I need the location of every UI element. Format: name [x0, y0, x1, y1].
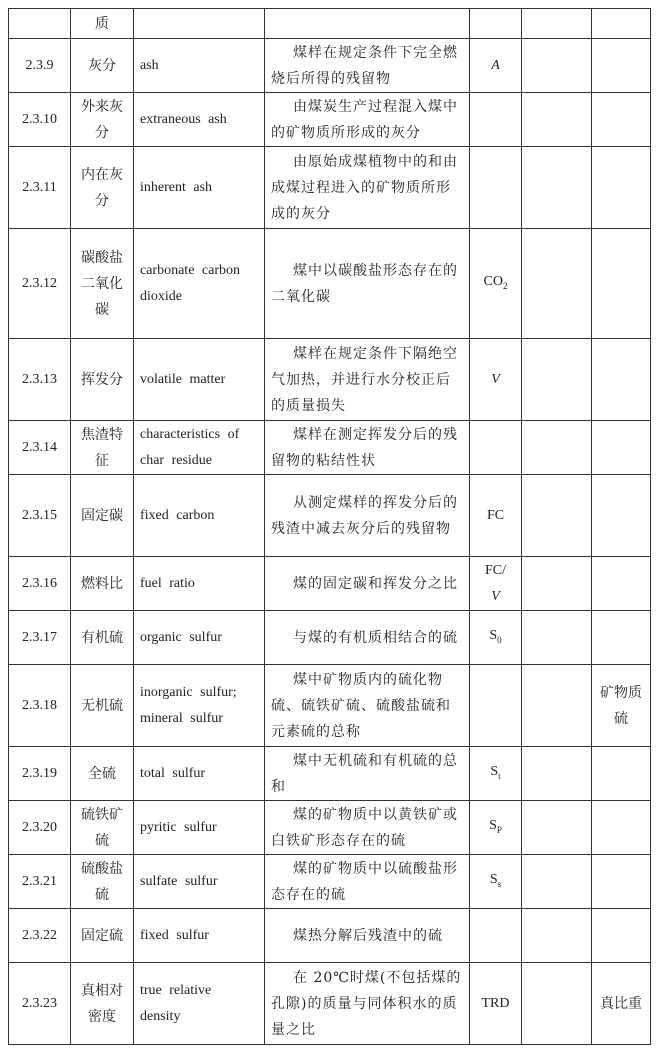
definition-text: 煤的矿物质中以黄铁矿或白铁矿形态存在的硫: [271, 806, 458, 849]
table-row: [9, 855, 651, 909]
term-number: 2.3.18: [9, 665, 71, 747]
symbol-subscript: P: [496, 824, 502, 835]
term-definition: [265, 909, 470, 963]
symbol-subscript: 2: [502, 280, 508, 291]
definition-text: 煤中无机硫和有机硫的总和: [271, 752, 458, 795]
term-note: [592, 93, 651, 147]
definition-text: 煤的矿物质中以硫酸盐形态存在的硫: [271, 860, 458, 903]
term-extra: [522, 9, 592, 39]
term-english: characteristics of char residue: [134, 421, 265, 475]
term-symbol: [470, 909, 522, 963]
term-number: 2.3.12: [9, 229, 71, 339]
term-chinese: 质: [71, 9, 134, 39]
term-note: [592, 557, 651, 611]
term-definition: [265, 147, 470, 229]
definition-text: 从测定煤样的挥发分后的残渣中减去灰分后的残留物: [271, 494, 458, 537]
term-number: 2.3.20: [9, 801, 71, 855]
term-extra: [522, 147, 592, 229]
terms-table-body: [9, 9, 651, 1045]
term-symbol: [470, 93, 522, 147]
definition-text: 由煤炭生产过程混入煤中的矿物质所形成的灰分: [271, 98, 458, 141]
term-chinese: 灰分: [71, 39, 134, 93]
term-definition: [265, 963, 470, 1045]
term-extra: [522, 229, 592, 339]
term-definition: [265, 421, 470, 475]
term-english: [134, 9, 265, 39]
definition-text: 由原始成煤植物中的和由成煤过程进入的矿物质所形成的灰分: [271, 153, 458, 222]
term-chinese: 硫酸盐硫: [71, 855, 134, 909]
term-definition: [265, 339, 470, 421]
term-extra: [522, 747, 592, 801]
definition-text: 煤样在规定条件下隔绝空气加热，并进行水分校正后的质量损失: [271, 345, 458, 414]
term-symbol: [470, 39, 522, 93]
term-number: 2.3.23: [9, 963, 71, 1045]
term-note: [592, 747, 651, 801]
term-chinese: 碳酸盐二氧化碳: [71, 229, 134, 339]
term-note: [592, 147, 651, 229]
symbol-text: FC/: [484, 562, 506, 578]
term-definition: [265, 611, 470, 665]
term-english: inherent ash: [134, 147, 265, 229]
term-extra: [522, 665, 592, 747]
term-symbol: [470, 557, 522, 611]
table-row: [9, 421, 651, 475]
term-note: [592, 611, 651, 665]
term-symbol: [470, 665, 522, 747]
symbol-text: A: [491, 57, 500, 73]
term-chinese: 固定碳: [71, 475, 134, 557]
term-definition: [265, 747, 470, 801]
term-symbol: [470, 801, 522, 855]
symbol-subscript: s: [497, 878, 502, 889]
term-extra: [522, 855, 592, 909]
table-row: [9, 611, 651, 665]
table-row: [9, 147, 651, 229]
term-symbol: [470, 229, 522, 339]
symbol-text: S: [489, 871, 498, 887]
table-row: [9, 963, 651, 1045]
term-note: [592, 855, 651, 909]
term-symbol: [470, 475, 522, 557]
term-extra: [522, 339, 592, 421]
term-symbol: [470, 855, 522, 909]
table-row: [9, 9, 651, 39]
term-definition: [265, 855, 470, 909]
term-note: 矿物质硫: [592, 665, 651, 747]
term-english: organic sulfur: [134, 611, 265, 665]
term-extra: [522, 475, 592, 557]
term-chinese: 硫铁矿硫: [71, 801, 134, 855]
term-symbol: [470, 9, 522, 39]
term-note: [592, 229, 651, 339]
term-extra: [522, 801, 592, 855]
term-extra: [522, 909, 592, 963]
definition-text: 煤中以碳酸盐形态存在的二氧化碳: [271, 262, 458, 305]
term-symbol: [470, 147, 522, 229]
term-chinese: 全硫: [71, 747, 134, 801]
term-english: fixed sulfur: [134, 909, 265, 963]
term-note: 真比重: [592, 963, 651, 1045]
term-number: 2.3.10: [9, 93, 71, 147]
symbol-text: S: [489, 627, 498, 643]
term-extra: [522, 557, 592, 611]
term-chinese: 外来灰分: [71, 93, 134, 147]
term-definition: [265, 557, 470, 611]
term-number: 2.3.16: [9, 557, 71, 611]
term-extra: [522, 39, 592, 93]
term-english: inorganic sulfur; mineral sulfur: [134, 665, 265, 747]
term-number: 2.3.19: [9, 747, 71, 801]
term-number: 2.3.17: [9, 611, 71, 665]
term-english: true relative density: [134, 963, 265, 1045]
term-number: 2.3.13: [9, 339, 71, 421]
definition-text: 煤中矿物质内的硫化物硫、硫铁矿硫、硫酸盐硫和元素硫的总称: [271, 671, 451, 740]
term-chinese: 真相对密度: [71, 963, 134, 1045]
term-symbol: [470, 747, 522, 801]
term-symbol: [470, 421, 522, 475]
table-row: [9, 665, 651, 747]
table-row: [9, 229, 651, 339]
symbol-subscript: t: [498, 770, 501, 781]
term-note: [592, 909, 651, 963]
definition-text: 煤样在测定挥发分后的残留物的粘结性状: [271, 426, 458, 469]
term-number: 2.3.11: [9, 147, 71, 229]
symbol-text: V: [491, 371, 500, 387]
table-row: [9, 747, 651, 801]
term-note: [592, 39, 651, 93]
definition-text: 煤样在规定条件下完全燃烧后所得的残留物: [271, 44, 458, 87]
term-extra: [522, 963, 592, 1045]
term-extra: [522, 93, 592, 147]
term-english: fixed carbon: [134, 475, 265, 557]
term-english: pyritic sulfur: [134, 801, 265, 855]
term-english: ash: [134, 39, 265, 93]
term-definition: [265, 39, 470, 93]
term-symbol: [470, 339, 522, 421]
terms-table: [8, 8, 651, 1045]
symbol-text: TRD: [481, 995, 510, 1011]
term-extra: [522, 611, 592, 665]
term-symbol: [470, 963, 522, 1045]
symbol-text: CO: [483, 273, 503, 289]
definition-text: 在 20℃时煤(不包括煤的孔隙)的质量与同体积水的质量之比: [271, 969, 462, 1038]
table-row: [9, 39, 651, 93]
table-row: [9, 93, 651, 147]
table-row: [9, 475, 651, 557]
term-chinese: 无机硫: [71, 665, 134, 747]
table-row: [9, 801, 651, 855]
term-english: carbonate carbon dioxide: [134, 229, 265, 339]
term-extra: [522, 421, 592, 475]
term-number: 2.3.22: [9, 909, 71, 963]
table-row: [9, 339, 651, 421]
symbol-text: S: [490, 763, 499, 779]
term-english: total sulfur: [134, 747, 265, 801]
symbol-text-italic: V: [491, 588, 500, 604]
term-chinese: 焦渣特征: [71, 421, 134, 475]
table-row: [9, 909, 651, 963]
symbol-subscript: 0: [497, 634, 502, 645]
term-chinese: 挥发分: [71, 339, 134, 421]
term-number: [9, 9, 71, 39]
term-definition: [265, 93, 470, 147]
term-chinese: 燃料比: [71, 557, 134, 611]
term-chinese: 固定硫: [71, 909, 134, 963]
term-definition: [265, 801, 470, 855]
term-note: [592, 475, 651, 557]
term-definition: [265, 229, 470, 339]
term-note: [592, 339, 651, 421]
term-number: 2.3.14: [9, 421, 71, 475]
term-definition: [265, 9, 470, 39]
definition-text: 煤热分解后残渣中的硫: [293, 927, 443, 944]
term-note: [592, 421, 651, 475]
term-english: fuel ratio: [134, 557, 265, 611]
definition-text: 煤的固定碳和挥发分之比: [293, 575, 458, 592]
term-english: volatile matter: [134, 339, 265, 421]
definition-text: 与煤的有机质相结合的硫: [293, 629, 458, 646]
table-row: [9, 557, 651, 611]
term-chinese: 有机硫: [71, 611, 134, 665]
term-number: 2.3.9: [9, 39, 71, 93]
symbol-text: FC: [486, 507, 505, 523]
term-definition: [265, 475, 470, 557]
term-definition: [265, 665, 470, 747]
term-english: sulfate sulfur: [134, 855, 265, 909]
term-english: extraneous ash: [134, 93, 265, 147]
term-number: 2.3.15: [9, 475, 71, 557]
term-note: [592, 801, 651, 855]
term-note: [592, 9, 651, 39]
term-number: 2.3.21: [9, 855, 71, 909]
symbol-text: S: [489, 817, 497, 833]
term-chinese: 内在灰分: [71, 147, 134, 229]
term-symbol: [470, 611, 522, 665]
